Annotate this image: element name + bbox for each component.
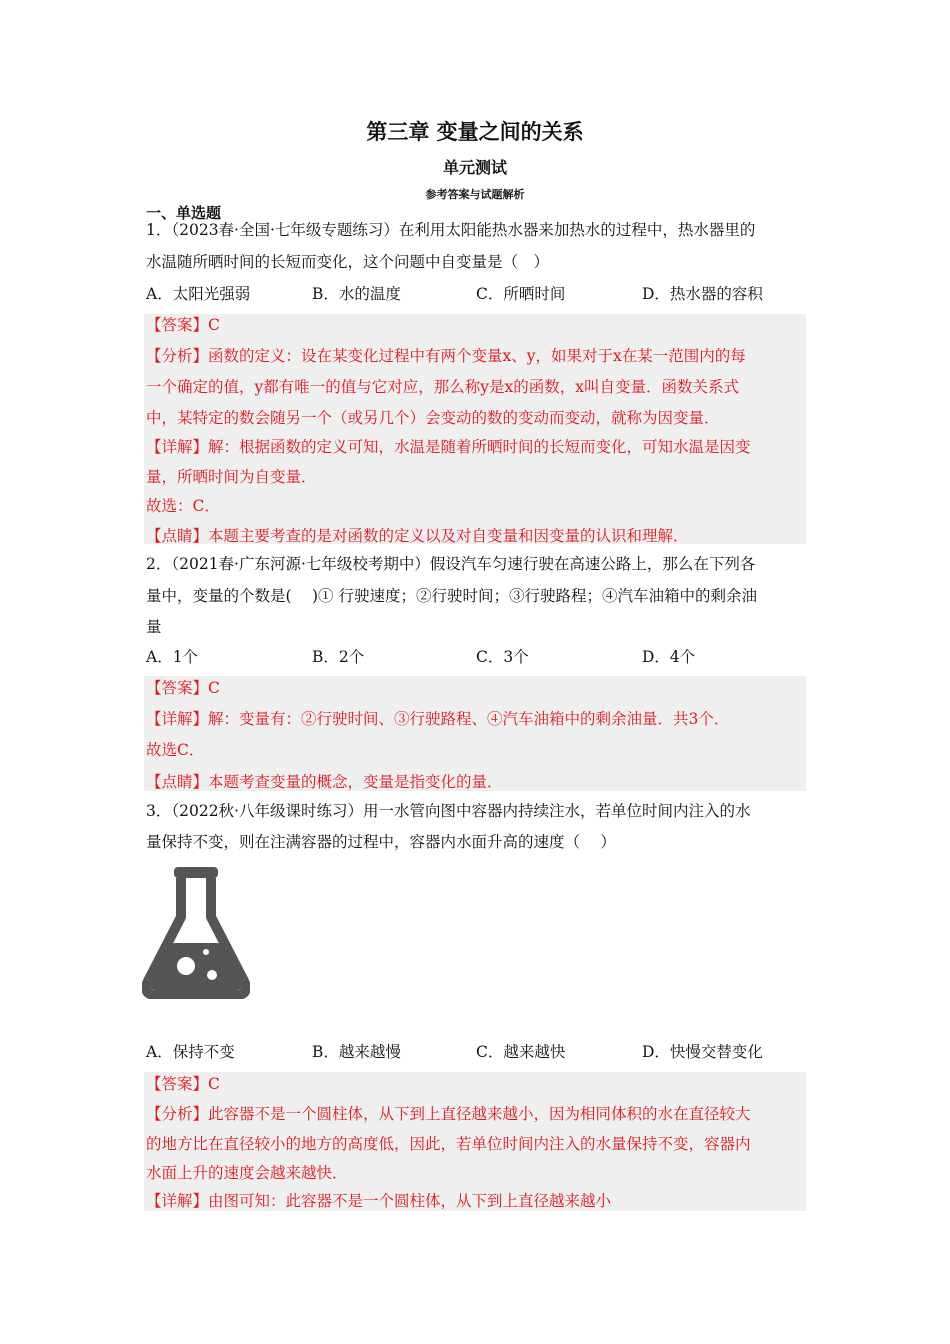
q2-option-d: D．4个 <box>642 648 696 666</box>
analysis-text: 函数的定义：设在某变化过程中有两个变量x、y，如果对于x在某一范围内的每 <box>208 347 746 365</box>
answer-value: C <box>208 1075 220 1093</box>
answer-tag: 【答案】 <box>146 1075 209 1093</box>
detail-tag: 【详解】 <box>146 1192 209 1210</box>
answer-tag: 【答案】 <box>146 316 209 334</box>
q1-detail-line-3: 故选：C． <box>146 497 220 515</box>
q2-stem-line-3: 量 <box>146 618 162 636</box>
page-title: 第三章 变量之间的关系 <box>366 120 584 144</box>
q1-option-d: D．热水器的容积 <box>642 285 763 303</box>
detail-text: 解：变量有：②行驶时间、③行驶路程、④汽车油箱中的剩余油量．共3个． <box>208 710 730 728</box>
q3-analysis-line-2: 的地方比在直径较小的地方的高度低，因此，若单位时间内注入的水量保持不变，容器内 <box>146 1135 751 1153</box>
detail-text: 解：根据函数的定义可知，水温是随着所晒时间的长短而变化，可知水温是因变 <box>208 438 751 456</box>
q2-stem-line-2: 量中，变量的个数是( )① 行驶速度；②行驶时间；③行驶路程；④汽车油箱中的剩余油 <box>146 587 757 605</box>
q3-option-b: B．越来越慢 <box>312 1043 401 1061</box>
q3-answer-line <box>146 1069 220 1099</box>
analysis-tag: 【分析】 <box>146 1105 209 1123</box>
q3-analysis-line-1 <box>146 1099 751 1129</box>
q3-option-d: D．快慢交替变化 <box>642 1043 763 1061</box>
q3-option-c: C．越来越快 <box>476 1043 566 1061</box>
q1-answer-block <box>144 314 806 544</box>
point-text: 本题主要考查的是对函数的定义以及对自变量和因变量的认识和理解． <box>208 527 689 545</box>
q2-option-a: A．1个 <box>146 648 199 666</box>
answer-tag: 【答案】 <box>146 679 209 697</box>
section-heading: 一、单选题 <box>146 204 222 222</box>
q3-stem-line-1: 3．（2022秋·八年级课时练习）用一水管向图中容器内持续注水，若单位时间内注入的水 <box>146 802 751 820</box>
q2-option-c: C．3个 <box>476 648 529 666</box>
q1-point-line <box>146 521 689 551</box>
point-text: 本题考查变量的概念，变量是指变化的量． <box>208 773 503 791</box>
point-tag: 【点睛】 <box>146 527 209 545</box>
q2-point-line <box>146 767 503 797</box>
q2-detail-line-2: 故选C． <box>146 741 205 759</box>
q3-stem-line-2: 量保持不变，则在注满容器的过程中，容器内水面升高的速度（ ） <box>146 833 616 851</box>
q1-option-b: B．水的温度 <box>312 285 401 303</box>
q1-option-a: A．太阳光强弱 <box>146 285 251 303</box>
q3-option-a: A．保持不变 <box>146 1043 235 1061</box>
q2-options <box>146 642 806 672</box>
q2-answer-line <box>146 673 220 703</box>
q3-answer-block <box>144 1072 806 1211</box>
q2-detail-line-1 <box>146 704 729 734</box>
q1-answer-line <box>146 310 220 340</box>
analysis-text: 此容器不是一个圆柱体，从下到上直径越来越小，因为相同体积的水在直径较大 <box>208 1105 751 1123</box>
q1-analysis-line-2: 一个确定的值，y都有唯一的值与它对应，那么称y是x的函数，x叫自变量．函数关系式 <box>146 378 739 396</box>
analysis-tag: 【分析】 <box>146 347 209 365</box>
q1-detail-line-2: 量，所晒时间为自变量． <box>146 468 317 486</box>
q1-option-c: C．所晒时间 <box>476 285 566 303</box>
point-tag: 【点睛】 <box>146 773 209 791</box>
q1-analysis-line-1 <box>146 341 746 371</box>
q2-option-b: B．2个 <box>312 648 365 666</box>
q1-options <box>146 279 806 309</box>
detail-tag: 【详解】 <box>146 438 209 456</box>
q3-analysis-line-3: 水面上升的速度会越来越快． <box>146 1164 348 1182</box>
q3-detail-line-1 <box>146 1186 611 1216</box>
page-subtitle: 单元测试 <box>442 158 507 177</box>
flask-icon <box>142 865 250 999</box>
answer-value: C <box>208 316 220 334</box>
q1-stem-line-1: 1．（2023春·全国·七年级专题练习）在利用太阳能热水器来加热水的过程中，热水器里的 <box>146 221 756 239</box>
q1-stem-line-2: 水温随所晒时间的长短而变化，这个问题中自变量是（ ） <box>146 253 550 271</box>
answer-value: C <box>208 679 220 697</box>
q2-stem-line-1: 2．（2021春·广东河源·七年级校考期中）假设汽车匀速行驶在高速公路上，那么在下列各 <box>146 555 756 573</box>
q3-options <box>146 1037 806 1067</box>
q1-analysis-line-3: 中，某特定的数会随另一个（或另几个）会变动的数的变动而变动，就称为因变量． <box>146 409 720 427</box>
detail-tag: 【详解】 <box>146 710 209 728</box>
detail-text: 由图可知：此容器不是一个圆柱体，从下到上直径越来越小 <box>208 1192 612 1210</box>
q1-detail-line-1 <box>146 432 751 462</box>
q2-answer-block <box>144 676 806 791</box>
page-subsubtitle: 参考答案与试题解析 <box>425 188 525 201</box>
